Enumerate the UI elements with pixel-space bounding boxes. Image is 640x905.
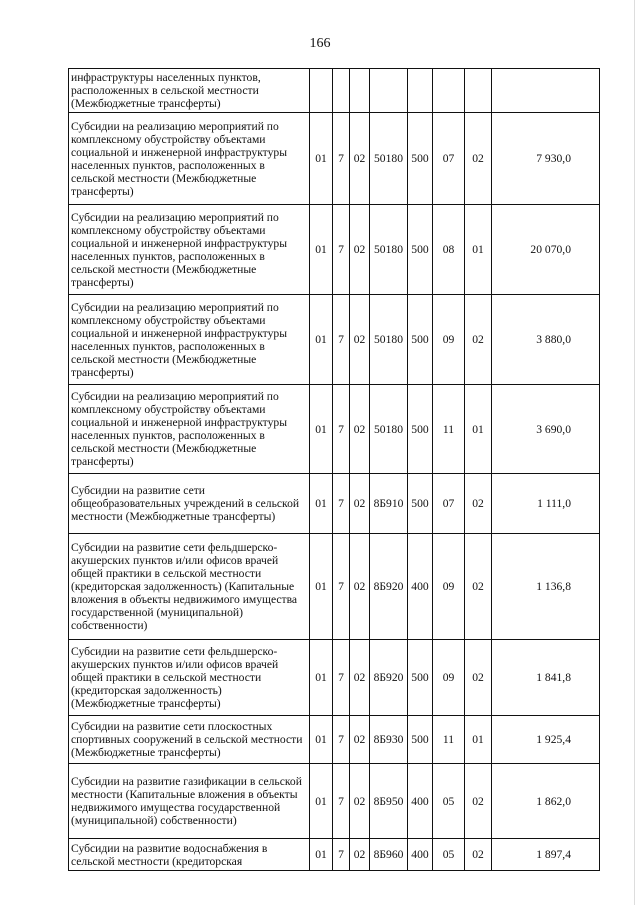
expense-type: 400 (408, 534, 433, 640)
amount: 1 862,0 (492, 764, 600, 839)
code-3: 02 (350, 474, 370, 534)
expense-type: 500 (408, 385, 433, 474)
code-2: 7 (333, 640, 350, 716)
amount: 1 136,8 (492, 534, 600, 640)
expense-type (408, 69, 433, 113)
code-1: 01 (310, 385, 333, 474)
expense-type: 500 (408, 205, 433, 295)
row-name: Субсидии на развитие сети фельдшерско-акушерских пунктов и/или офисов врачей общей практики в сельской местности (кредиторская задолженность) (Капитальные вложения в объекты недвижимого имущества государственной (муниципальной) собственности) (69, 534, 310, 640)
table-row (69, 69, 600, 113)
amount: 7 930,0 (492, 113, 600, 205)
section-code: 08 (433, 205, 465, 295)
row-name: Субсидии на реализацию мероприятий по комплексному обустройству объектами социальной и инженерной инфраструктуры населенных пунктов, расположенных в сельской местности (Межбюджетные трансферты) (69, 113, 310, 205)
code-3: 02 (350, 295, 370, 385)
row-name: Субсидии на развитие водоснабжения в сельской местности (кредиторская (69, 839, 310, 871)
section-code: 09 (433, 640, 465, 716)
amount: 1 111,0 (492, 474, 600, 534)
code-3: 02 (350, 764, 370, 839)
code-1: 01 (310, 295, 333, 385)
code-2: 7 (333, 764, 350, 839)
row-name: инфраструктуры населенных пунктов, расположенных в сельской местности (Межбюджетные трансферты) (69, 69, 310, 113)
row-name: Субсидии на развитие сети фельдшерско-акушерских пунктов и/или офисов врачей общей практики в сельской местности (кредиторская задолженность) (Межбюджетные трансферты) (69, 640, 310, 716)
code-3: 02 (350, 716, 370, 764)
row-name: Субсидии на развитие газификации в сельской местности (Капитальные вложения в объекты недвижимого имущества государственной (муниципальной) собственности) (69, 764, 310, 839)
code-1: 01 (310, 764, 333, 839)
code-3: 02 (350, 640, 370, 716)
code-3 (350, 69, 370, 113)
table-row (69, 295, 600, 385)
code-2: 7 (333, 205, 350, 295)
code-2: 7 (333, 534, 350, 640)
scan-edge-line (634, 0, 635, 905)
code-2: 7 (333, 295, 350, 385)
page-number: 166 (309, 36, 331, 51)
subsection-code: 02 (465, 534, 492, 640)
expense-type: 500 (408, 716, 433, 764)
amount (492, 69, 600, 113)
table-row (69, 385, 600, 474)
section-code: 05 (433, 764, 465, 839)
section-code: 05 (433, 839, 465, 871)
target-code: 8Б960 (370, 839, 408, 871)
subsection-code: 02 (465, 474, 492, 534)
target-code: 50180 (370, 385, 408, 474)
code-2: 7 (333, 474, 350, 534)
target-code: 50180 (370, 205, 408, 295)
table-row (69, 839, 600, 871)
target-code: 50180 (370, 113, 408, 205)
target-code: 8Б910 (370, 474, 408, 534)
target-code (370, 69, 408, 113)
code-1: 01 (310, 474, 333, 534)
subsection-code: 02 (465, 640, 492, 716)
amount: 3 880,0 (492, 295, 600, 385)
subsection-code: 02 (465, 295, 492, 385)
row-name: Субсидии на реализацию мероприятий по комплексному обустройству объектами социальной и инженерной инфраструктуры населенных пунктов, расположенных в сельской местности (Межбюджетные трансферты) (69, 205, 310, 295)
expense-type: 500 (408, 113, 433, 205)
expense-type: 400 (408, 764, 433, 839)
subsection-code: 01 (465, 716, 492, 764)
row-name: Субсидии на реализацию мероприятий по комплексному обустройству объектами социальной и инженерной инфраструктуры населенных пунктов, расположенных в сельской местности (Межбюджетные трансферты) (69, 295, 310, 385)
section-code: 07 (433, 113, 465, 205)
code-1: 01 (310, 534, 333, 640)
row-name: Субсидии на развитие сети плоскостных спортивных сооружений в сельской местности (Межбюджетные трансферты) (69, 716, 310, 764)
code-1: 01 (310, 716, 333, 764)
code-2 (333, 69, 350, 113)
table-row (69, 764, 600, 839)
row-name: Субсидии на развитие сети общеобразовательных учреждений в сельской местности (Межбюджетные трансферты) (69, 474, 310, 534)
row-name: Субсидии на реализацию мероприятий по комплексному обустройству объектами социальной и инженерной инфраструктуры населенных пунктов, расположенных в сельской местности (Межбюджетные трансферты) (69, 385, 310, 474)
subsection-code: 02 (465, 113, 492, 205)
target-code: 8Б930 (370, 716, 408, 764)
target-code: 8Б950 (370, 764, 408, 839)
table-row (69, 113, 600, 205)
amount: 1 841,8 (492, 640, 600, 716)
table-row (69, 534, 600, 640)
target-code: 8Б920 (370, 640, 408, 716)
section-code: 09 (433, 295, 465, 385)
subsection-code: 01 (465, 205, 492, 295)
amount: 20 070,0 (492, 205, 600, 295)
code-3: 02 (350, 113, 370, 205)
amount: 3 690,0 (492, 385, 600, 474)
code-1: 01 (310, 113, 333, 205)
table-row (69, 205, 600, 295)
target-code: 50180 (370, 295, 408, 385)
target-code: 8Б920 (370, 534, 408, 640)
amount: 1 897,4 (492, 839, 600, 871)
code-2: 7 (333, 839, 350, 871)
expense-type: 500 (408, 474, 433, 534)
table-row (69, 640, 600, 716)
code-3: 02 (350, 839, 370, 871)
code-3: 02 (350, 205, 370, 295)
subsection-code: 01 (465, 385, 492, 474)
amount: 1 925,4 (492, 716, 600, 764)
code-3: 02 (350, 385, 370, 474)
section-code: 07 (433, 474, 465, 534)
subsection-code (465, 69, 492, 113)
code-1: 01 (310, 205, 333, 295)
code-2: 7 (333, 385, 350, 474)
table-row (69, 474, 600, 534)
code-1: 01 (310, 839, 333, 871)
code-1 (310, 69, 333, 113)
expense-type: 400 (408, 839, 433, 871)
code-2: 7 (333, 716, 350, 764)
budget-table (68, 68, 600, 871)
section-code: 11 (433, 385, 465, 474)
code-3: 02 (350, 534, 370, 640)
section-code (433, 69, 465, 113)
expense-type: 500 (408, 640, 433, 716)
code-1: 01 (310, 640, 333, 716)
table-row (69, 716, 600, 764)
subsection-code: 02 (465, 839, 492, 871)
subsection-code: 02 (465, 764, 492, 839)
section-code: 09 (433, 534, 465, 640)
section-code: 11 (433, 716, 465, 764)
expense-type: 500 (408, 295, 433, 385)
code-2: 7 (333, 113, 350, 205)
